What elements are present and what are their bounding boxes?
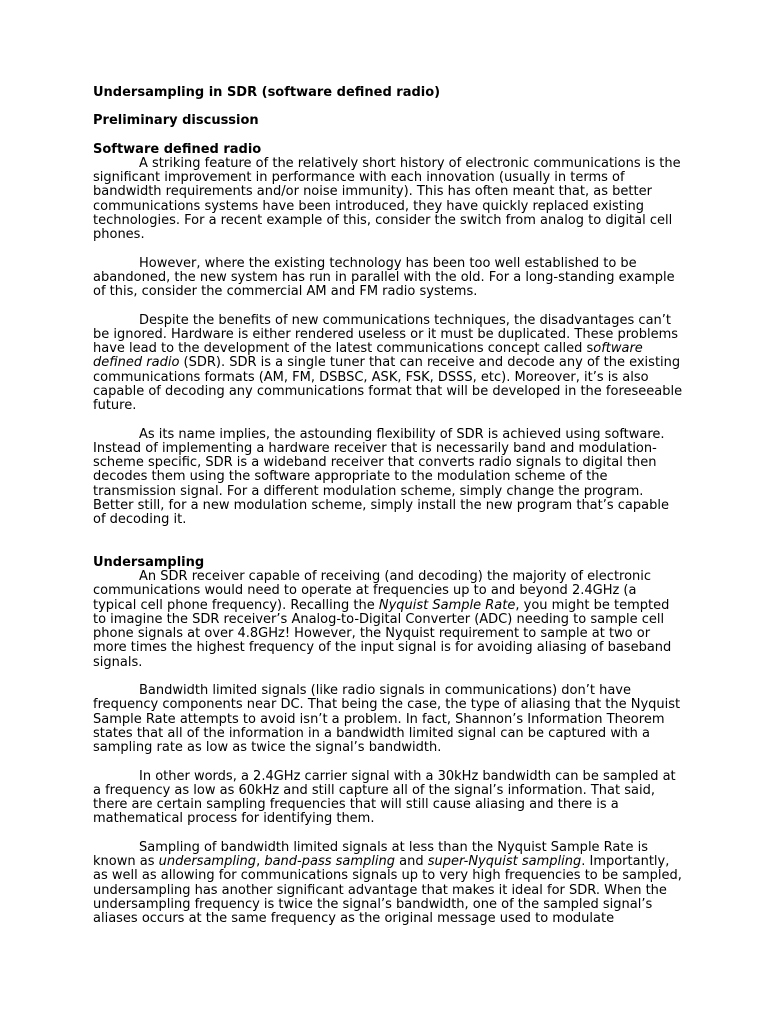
emphasis-nyquist-sample-rate: Nyquist Sample Rate (378, 597, 516, 613)
heading-software-defined-radio: Software defined radio (93, 141, 262, 157)
emphasis-super-nyquist-sampling: super-Nyquist sampling (427, 854, 582, 869)
section-spacer (93, 542, 683, 556)
paragraph-text: , (256, 854, 265, 869)
paragraph-text: Despite the benefits of new communications techniques, the disadvantages can’t be ignored. Hardware is either rendered useless or it must be duplicated. These problems have lead to the development of the latest communications concept called s (93, 312, 679, 356)
document-title: Undersampling in SDR (software defined radio) (93, 85, 441, 100)
document-page (93, 86, 683, 926)
paragraph-bandwidth-limited: Bandwidth limited signals (like radio signals in communications) don’t have frequency components near DC. That being the case, the type of aliasing that the Nyquist Sample Rate attempts to avoid isn’t a problem. In fact, Shannon’s Information Theorem states that all of the information in a bandwidth limited signal can be captured with a sampling rate as low as twice the signal’s bandwidth. (93, 683, 681, 755)
paragraph-text: , you might be tempted to imagine the SDR receiver’s Analog-to-Digital Converter (ADC) needing to sample cell phone signals at over 4.8GHz! However, the Nyquist requirement to sample at two or more times the highest frequency of the input signal is for avoiding aliasing of baseband signals. (93, 597, 672, 670)
paragraph-sdr-history: A striking feature of the relatively short history of electronic communications is the significant improvement in performance with each innovation (usually in terms of bandwidth requirements and/or noise immunity). This has often meant that, as better communications systems have been introduced, they have quickly replaced existing technologies. For a recent example of this, consider the switch from analog to digital cell phones. (93, 155, 681, 242)
paragraph-sdr-disadvantages (93, 314, 683, 414)
paragraph-undersampling-definition (93, 841, 683, 927)
emphasis-software-defined-radio: oftware defined radio (93, 341, 643, 371)
paragraph-undersampling-intro (93, 570, 683, 670)
paragraph-sampling-example: In other words, a 2.4GHz carrier signal with a 30kHz bandwidth can be sampled at a frequency as low as 60kHz and still capture all of the signal’s information. That said, there are certain sampling frequencies that will still cause aliasing and there is a mathematical process for identifying them. (93, 768, 676, 827)
paragraph-sdr-parallel-systems: However, where the existing technology has been too well established to be abandoned, the new system has run in parallel with the old. For a long-standing example of this, consider the commercial AM and FM radio systems. (93, 255, 675, 299)
paragraph-sdr-flexibility: As its name implies, the astounding flexibility of SDR is achieved using software. Instead of implementing a hardware receiver that is necessarily band and modulation-scheme specific, SDR is a wideband receiver that converts radio signals to digital then decodes them using the software appropriate to the modulation scheme of the transmission signal. For a different modulation scheme, simply change the program. Better still, for a new modulation scheme, simply install the new program that’s capable of decoding it. (93, 426, 669, 527)
paragraph-text: An SDR receiver capable of receiving (and decoding) the majority of electronic communications would need to operate at frequencies up to and beyond 2.4GHz (a typical cell phone frequency). Recalling the (93, 569, 652, 613)
emphasis-band-pass-sampling: band-pass sampling (264, 854, 395, 869)
paragraph-text: and (395, 854, 428, 869)
heading-preliminary-discussion: Preliminary discussion (93, 113, 259, 129)
paragraph-text: . Importantly, as well as allowing for communications signals up to very high frequencies to be sampled, undersampling has another significant advantage that makes it ideal for SDR. When the undersampling frequency is twice the signal’s bandwidth, one of the sampled signal’s aliases occurs at the same frequency as the original message used to modulate (93, 854, 682, 926)
paragraph-text: Sampling of bandwidth limited signals at less than the Nyquist Sample Rate is known as (93, 839, 649, 869)
heading-undersampling: Undersampling (93, 554, 205, 570)
emphasis-undersampling: undersampling (158, 854, 257, 869)
paragraph-text: (SDR). SDR is a single tuner that can receive and decode any of the existing communications formats (AM, FM, DSBSC, ASK, FSK, DSSS, etc). Moreover, it’s is also capable of decoding any communications format that will be developed in the foreseeable future. (93, 355, 683, 413)
